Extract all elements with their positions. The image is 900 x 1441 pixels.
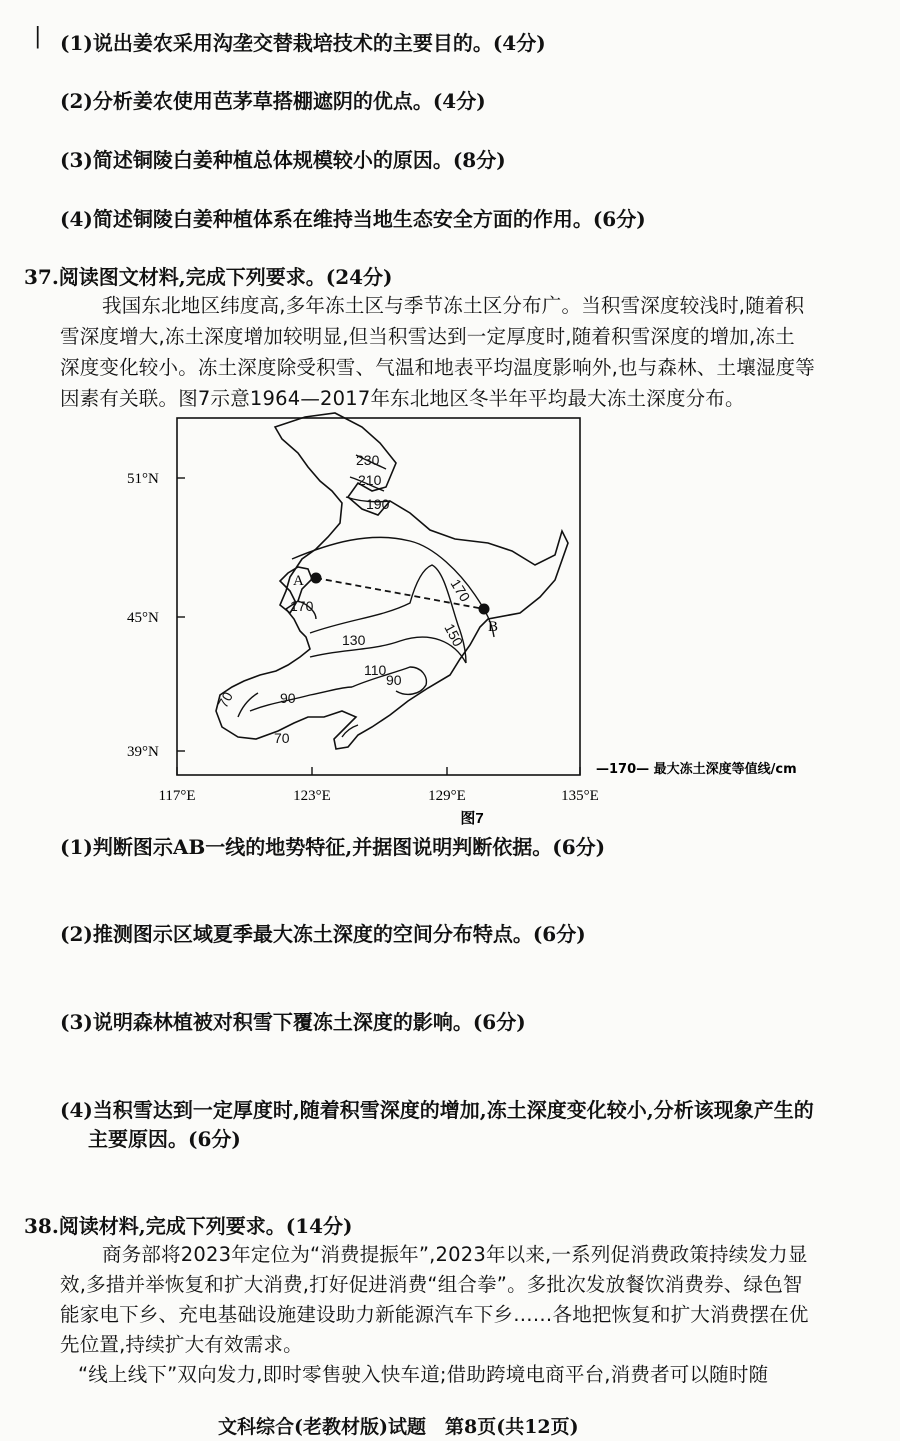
point-a-label: A — [293, 573, 304, 589]
lat-label-51n: 51°N — [127, 471, 159, 487]
lon-label-129e: 129°E — [428, 788, 466, 804]
q37-heading: 37.阅读图文材料,完成下列要求。(24分) — [24, 265, 393, 289]
isoline-label: 110 — [364, 662, 387, 678]
isoline-label: 90 — [386, 672, 402, 688]
q38-passage-line-4: 先位置,持续扩大有效需求。 — [60, 1333, 303, 1356]
q37-passage-line-2: 雪深度增大,冻土深度增加较明显,但当积雪达到一定厚度时,随着积雪深度的增加,冻土 — [60, 325, 795, 348]
q37-passage-line-4: 因素有关联。图7示意1964—2017年东北地区冬半年平均最大冻土深度分布。 — [60, 387, 745, 410]
lat-label-39n: 39°N — [127, 744, 159, 760]
q38-heading: 38.阅读材料,完成下列要求。(14分) — [24, 1214, 353, 1238]
margin-mark: | — [34, 24, 42, 49]
q37-part-1: (1)判断图示AB一线的地势特征,并据图说明判断依据。(6分) — [60, 835, 606, 859]
isoline-label: 190 — [366, 496, 390, 512]
isoline-label: 70 — [274, 730, 290, 746]
isoline-label: 150 — [441, 620, 467, 650]
lat-label-45n: 45°N — [127, 610, 159, 626]
figure-7-map — [110, 405, 850, 825]
q37-passage-line-1: 我国东北地区纬度高,多年冻土区与季节冻土区分布广。当积雪深度较浅时,随着积 — [102, 294, 805, 317]
q37-part-2: (2)推测图示区域夏季最大冻土深度的空间分布特点。(6分) — [60, 922, 586, 946]
page-footer: 文科综合(老教材版)试题 第8页(共12页) — [218, 1416, 579, 1438]
isoline-label: 170 — [447, 576, 474, 605]
point-b-label: B — [488, 619, 499, 635]
map-legend: —170— 最大冻土深度等值线/cm — [596, 762, 797, 777]
isoline-label: 70 — [214, 689, 236, 711]
q38-passage-line-5: “线上线下”双向发力,即时零售驶入快车道;借助跨境电商平台,消费者可以随时随 — [78, 1363, 769, 1386]
isoline-label: 210 — [358, 472, 382, 488]
lon-label-135e: 135°E — [561, 788, 599, 804]
q36-part-4: (4)简述铜陵白姜种植体系在维持当地生态安全方面的作用。(6分) — [60, 207, 646, 231]
lon-label-123e: 123°E — [293, 788, 331, 804]
point-a-marker — [311, 573, 322, 584]
isoline-label: 130 — [342, 632, 366, 648]
q38-passage-line-1: 商务部将2023年定位为“消费提振年”,2023年以来,一系列促消费政策持续发力显 — [102, 1243, 808, 1266]
isoline-label: 90 — [280, 690, 296, 706]
point-b-marker — [479, 604, 490, 615]
q38-passage-line-3: 能家电下乡、充电基础设施建设助力新能源汽车下乡……各地把恢复和扩大消费摆在优 — [60, 1303, 809, 1326]
region-outline — [216, 413, 568, 749]
q37-part-4-line-1: (4)当积雪达到一定厚度时,随着积雪深度的增加,冻土深度变化较小,分析该现象产生的 — [60, 1098, 814, 1122]
isoline-label: 230 — [356, 452, 380, 468]
q37-passage-line-3: 深度变化较小。冻土深度除受积雪、气温和地表平均温度影响外,也与森林、土壤湿度等 — [60, 356, 815, 379]
q36-part-2: (2)分析姜农使用芭茅草搭棚遮阴的优点。(4分) — [60, 89, 486, 113]
q37-part-3: (3)说明森林植被对积雪下覆冻土深度的影响。(6分) — [60, 1010, 526, 1034]
q37-part-4-line-2: 主要原因。(6分) — [88, 1127, 241, 1151]
lon-label-117e: 117°E — [158, 788, 196, 804]
isoline-label: 170 — [290, 598, 314, 614]
figure-caption: 图7 — [460, 810, 484, 825]
q36-part-1: (1)说出姜农采用沟垄交替栽培技术的主要目的。(4分) — [60, 31, 546, 55]
q38-passage-line-2: 效,多措并举恢复和扩大消费,打好促进消费“组合拳”。多批次发放餐饮消费券、绿色智 — [60, 1273, 803, 1296]
q36-part-3: (3)简述铜陵白姜种植总体规模较小的原因。(8分) — [60, 148, 506, 172]
